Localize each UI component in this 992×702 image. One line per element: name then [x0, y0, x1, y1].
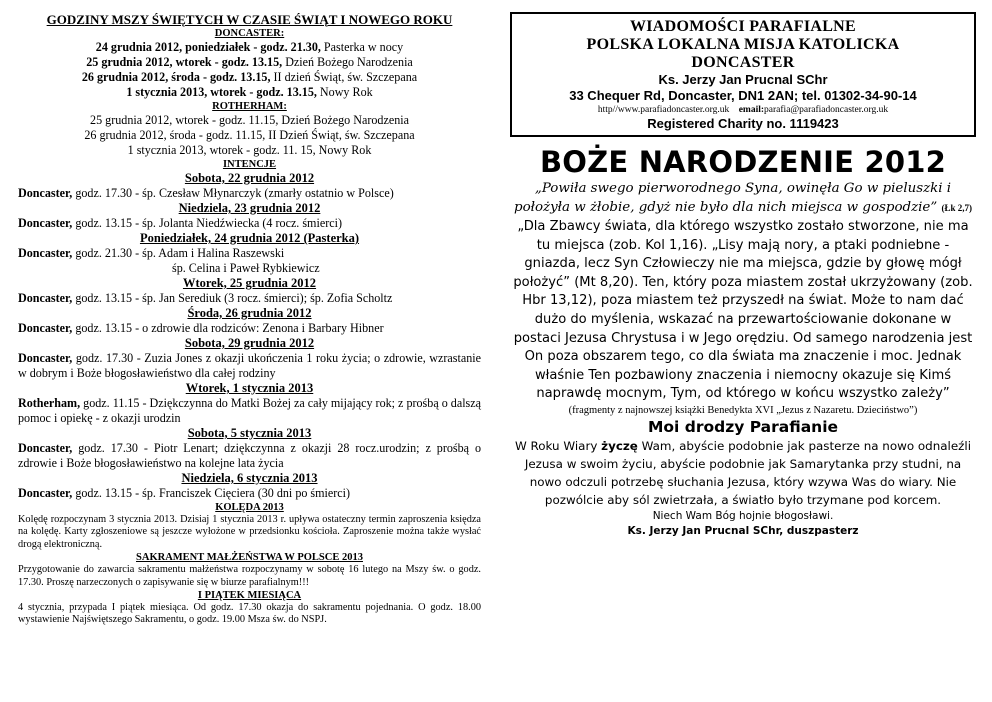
schedule-line: 25 grudnia 2012, wtorek - godz. 13.15, Dzień Bożego Narodzenia [86, 55, 413, 69]
doncaster-header: DONCASTER: [214, 28, 285, 39]
marriage-header: SAKRAMENT MAŁŻEŃSTWA W POLSCE 2013 [136, 552, 363, 564]
intention-line: Rotherham, godz. 11.15 - Dziękczynna do Matki Bożej za cały mijający rok; z prośbą o dalszą pomoc i opiekę - z okazji urodzin [18, 396, 481, 425]
intention-day: Poniedziałek, 24 grudnia 2012 (Pasterka) [139, 231, 360, 245]
intention-line: Doncaster, godz. 13.15 - śp. Franciszek Cięciera (30 dni po śmierci) [18, 486, 351, 500]
newsletter-column [510, 12, 976, 539]
intention-line: śp. Celina i Paweł Rybkiewicz [172, 261, 320, 275]
headline: BOŻE NARODZENIE 2012 [540, 145, 946, 179]
schedule-line: 1 stycznia 2013, wtorek - godz. 13.15, Nowy Rok [126, 85, 373, 99]
mass-schedule-column [18, 12, 481, 627]
signature: Ks. Jerzy Jan Prucnal SChr, duszpasterz [627, 524, 859, 537]
marriage-text: Przygotowanie do zawarcia sakramentu małżeństwa rozpoczynamy w sobotę 16 lutego na Mszy św. o godz. 17.30. Proszę narzeczonych o zapisywanie się w biurze parafialnym!!! [18, 564, 481, 588]
intention-line: Doncaster, godz. 17.30 - Zuzia Jones z okazji ukończenia 1 roku życia; o zdrowie, wzrastanie w dobrym i Boże błogosławieństwo dla całej rodziny [18, 351, 481, 380]
intention-line: Doncaster, godz. 17.30 - Piotr Lenart; dziękczynna z okazji 28 rocz.urodzin; z prośbą o zdrowie i Boże błogosławieństwo na kolejne lata życia [18, 441, 481, 470]
intention-day: Wtorek, 1 stycznia 2013 [185, 381, 314, 395]
greeting-text: W Roku Wiary życzę Wam, abyście podobnie jak pasterze na nowo odnaleźli Jezusa w swoim życiu, abyście podobnie jak Samarytanka przy studni, na nowo odczuli potrzebę słuchania Jezusa, który wzywa Was do wiary. Nie pozwólcie aby sól zwietrzała, a światło było trzymane pod korcem. [514, 438, 972, 507]
schedule-line: 26 grudnia 2012, środa - godz. 13.15, II dzień Świąt, św. Szczepana [81, 70, 418, 84]
intentions-header: INTENCJE [222, 159, 277, 170]
website-link[interactable]: http//www.parafiadoncaster.org.uk [597, 105, 730, 115]
scripture-reference: (Łk 2,7) [941, 203, 972, 213]
intention-line: Doncaster, godz. 21.30 - śp. Adam i Halina Raszewski [18, 246, 285, 260]
koleda-text: Kolędę rozpoczynam 3 stycznia 2013. Dzisiaj 1 stycznia 2013 r. upływa ostateczny termin zaproszenia księdza na kolędę. Karty zgłoszeniowe są jeszcze wyłożone w przedsionku kościoła. Zaproszenie można także wysłać drogą elektroniczną. [18, 514, 481, 550]
intention-day: Niedziela, 6 stycznia 2013 [181, 471, 318, 485]
masthead-box [510, 12, 976, 137]
charity-number: Registered Charity no. 1119423 [647, 116, 839, 131]
rotherham-header: ROTHERHAM: [212, 101, 287, 112]
schedule-line: 24 grudnia 2012, poniedziałek - godz. 21.30, Pasterka w nocy [95, 40, 404, 54]
koleda-header: KOLĘDA 2013 [215, 502, 284, 513]
intention-line: Doncaster, godz. 13.15 - o zdrowie dla rodziców: Zenona i Barbary Hibner [18, 321, 384, 335]
parish-address: 33 Chequer Rd, Doncaster, DN1 2AN; tel. 01302-34-90-14 [569, 88, 917, 103]
intention-line: Doncaster, godz. 13.15 - śp. Jan Serediuk (3 rocz. śmierci); śp. Zofia Scholtz [18, 291, 393, 305]
schedule-line: 26 grudnia 2012, środa - godz. 11.15, II Dzień Świąt, św. Szczepana [84, 128, 415, 142]
email-link[interactable]: parafia@parafiadoncaster.org.uk [764, 105, 889, 115]
contact-line: http//www.parafiadoncaster.org.uk email:parafia@parafiadoncaster.org.uk [597, 105, 889, 115]
greeting-title: Moi drodzy Parafianie [647, 417, 839, 436]
intention-line: Doncaster, godz. 17.30 - śp. Czesław Młynarczyk (zmarły ostatnio w Polsce) [18, 186, 394, 200]
intention-day: Sobota, 29 grudnia 2012 [184, 336, 315, 350]
intention-day: Niedziela, 23 grudnia 2012 [178, 201, 321, 215]
schedule-line: 1 stycznia 2013, wtorek - godz. 11. 15, Nowy Rok [127, 143, 372, 157]
scripture-quote: „Powiła swego pierworodnego Syna, owinęła Go w pieluszki i położyła w żłobie, gdyż nie było dla nich miejsca w gospodzie” (Łk 2,7) [514, 181, 972, 215]
intention-day: Sobota, 22 grudnia 2012 [184, 171, 315, 185]
schedule-line: 25 grudnia 2012, wtorek - godz. 11.15, Dzień Bożego Narodzenia [90, 113, 409, 127]
masthead-line: DONCASTER [691, 54, 795, 71]
doncaster-schedule [18, 40, 481, 100]
blessing: Niech Wam Bóg hojnie błogosławi. [652, 509, 834, 522]
intention-day: Wtorek, 25 grudnia 2012 [182, 276, 317, 290]
masthead-line: POLSKA LOKALNA MISJA KATOLICKA [586, 36, 900, 53]
first-friday-text: 4 stycznia, przypada I piątek miesiąca. Od godz. 17.30 okazja do sakramentu pojednania. O godz. 18.00 wystawienie Najświętszego Sakramentu, o godz. 19.00 Msza św. do NSPJ. [18, 602, 481, 626]
intention-day: Sobota, 5 stycznia 2013 [187, 426, 312, 440]
source-note: (fragmenty z najnowszej książki Benedykta XVI „Jezus z Nazaretu. Dzieciństwo”) [568, 404, 918, 416]
priest-name: Ks. Jerzy Jan Prucnal SChr [658, 72, 828, 87]
masthead-line: WIADOMOŚCI PARAFIALNE [629, 18, 856, 35]
main-paragraph: „Dla Zbawcy świata, dla którego wszystko zostało stworzone, nie ma tu miejsca (zob. Kol 1,16). „Lisy mają nory, a ptaki podniebne - gniazda, lecz Syn Człowieczy nie ma miejsca, gdzie by głowę mógł położyć” (Mt 8,20). Ten, który poza miastem został ukrzyżowany (zob. Hbr 13,12), poza miastem też przyszedł na świat. Może to nam dać dużo do myślenia, wskazać na przewartościowanie dokonane w postaci Jezusa Chrystusa i w Jego orędziu. Od samego narodzenia jest On poza obszarem tego, co dla świata ma znaczenie i moc. Jednak właśnie Ten pozbawiony znaczenia i niemocny okazuje się Kimś naprawdę mocnym, Tym, od którego w końcu wszystko zależy” [513, 219, 973, 402]
first-friday-header: I PIĄTEK MIESIĄCA [197, 590, 302, 602]
schedule-title: GODZINY MSZY ŚWIĘTYCH W CZASIE ŚWIĄT I NOWEGO ROKU [46, 12, 453, 27]
intention-line: Doncaster, godz. 13.15 - śp. Jolanta Niedźwiecka (4 rocz. śmierci) [18, 216, 342, 230]
intention-day: Środa, 26 grudnia 2012 [187, 306, 312, 320]
